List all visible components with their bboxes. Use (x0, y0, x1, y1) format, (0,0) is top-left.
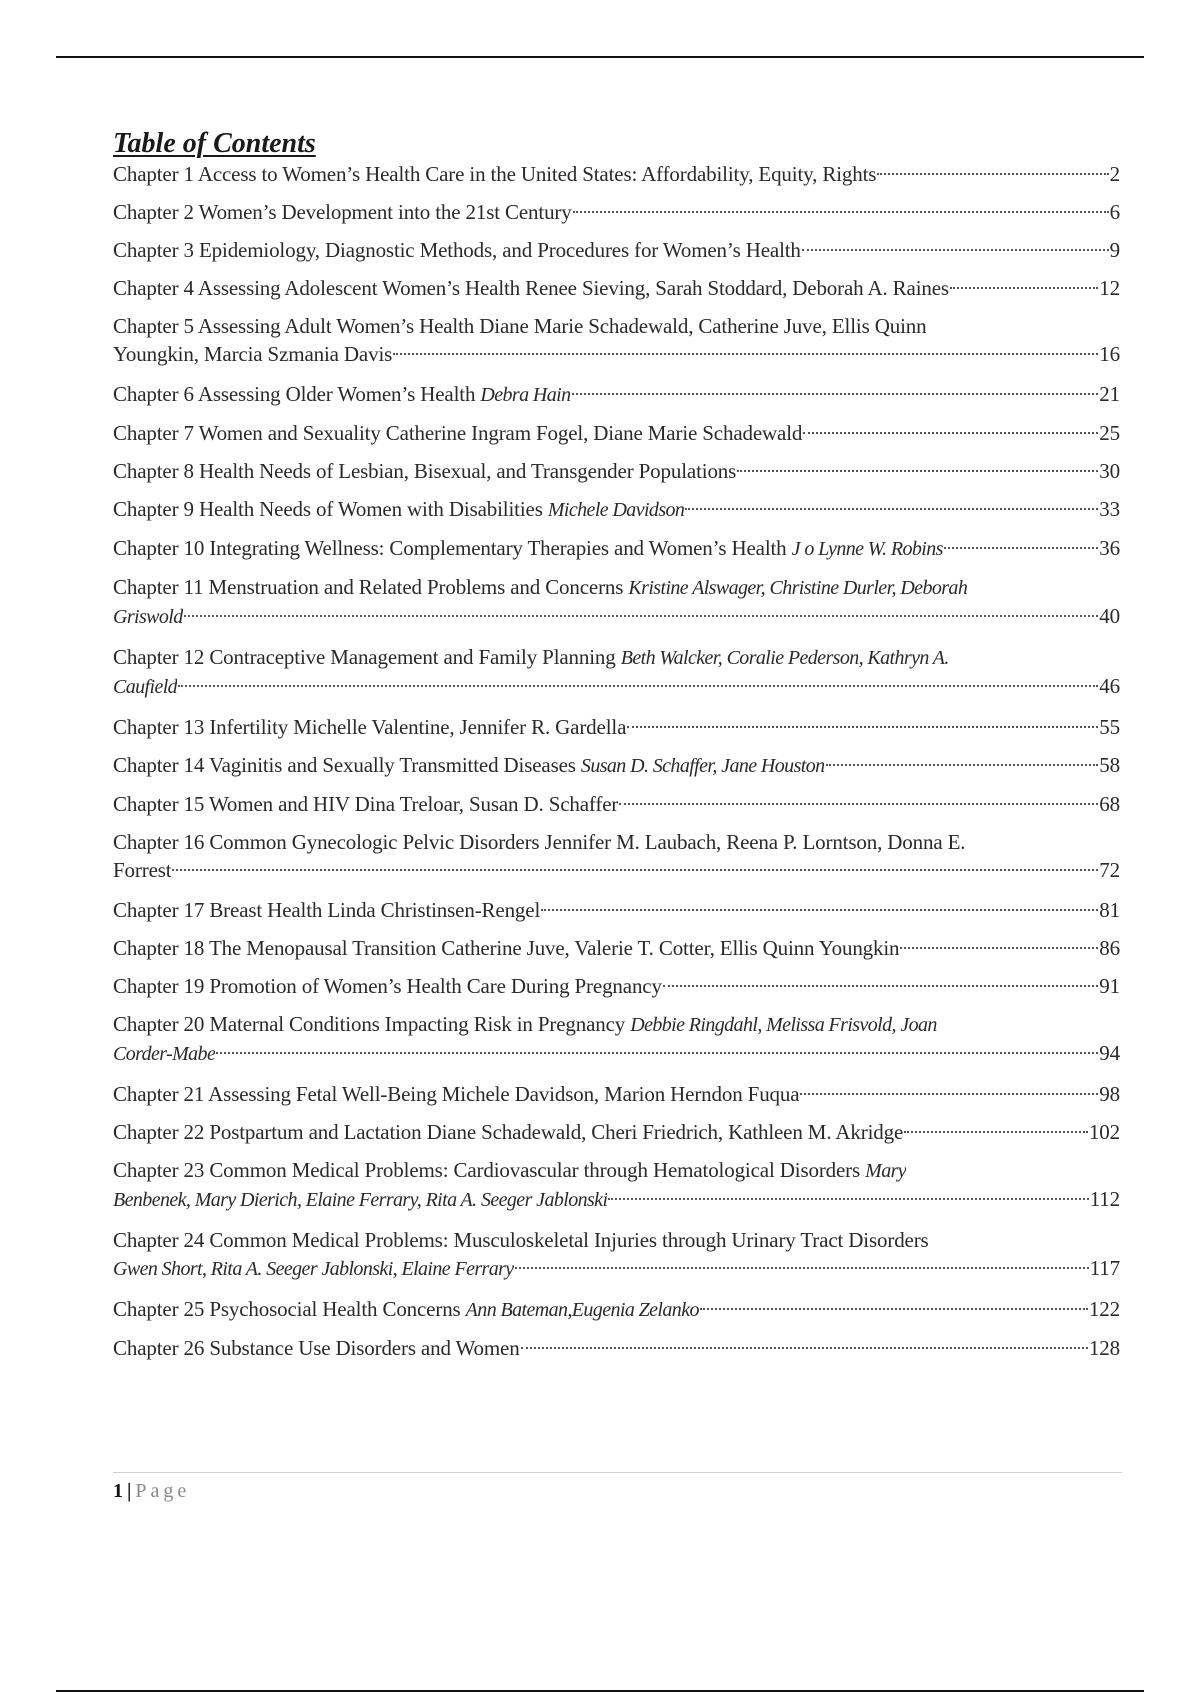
footer-page-number: 1 (113, 1480, 123, 1502)
entry-author: Michele Davidson (547, 499, 685, 521)
dot-leader (521, 1347, 1088, 1349)
entry-page-number: 86 (1099, 936, 1120, 960)
entry-page-number: 33 (1099, 497, 1120, 521)
entry-title (113, 1080, 799, 1108)
toc-entry[interactable] (113, 972, 1120, 1000)
entry-title-continued (113, 340, 392, 368)
entry-page-number: 98 (1099, 1082, 1120, 1106)
dot-leader (877, 173, 1108, 175)
entry-author: Griswold (113, 606, 183, 628)
entry-title (113, 573, 967, 602)
entry-title-text: Forrest (113, 858, 172, 882)
entry-author: Ann Bateman,Eugenia Zelanko (465, 1299, 699, 1321)
entry-title (113, 1156, 906, 1185)
entry-title (113, 457, 736, 485)
toc-entry[interactable] (113, 934, 1120, 962)
entry-title (113, 1118, 903, 1146)
entry-title-text: Chapter 19 Promotion of Women’s Health Care During Pregnancy (113, 974, 662, 998)
entry-page-number: 2 (1109, 162, 1120, 186)
toc-entry[interactable] (113, 1295, 1120, 1324)
entry-title (113, 160, 876, 188)
dot-leader (572, 393, 1099, 395)
dot-leader (826, 764, 1099, 766)
entry-title (113, 643, 949, 672)
entry-page-number: 9 (1109, 238, 1120, 262)
entry-title (113, 1226, 929, 1254)
entry-title-text: Chapter 15 Women and HIV Dina Treloar, Susan D. Schaffer (113, 792, 619, 816)
entry-title-continued (113, 1185, 607, 1214)
toc-entry[interactable] (113, 419, 1120, 447)
entry-title-text: Chapter 14 Vaginitis and Sexually Transmitted Diseases (113, 753, 581, 777)
toc-entry[interactable] (113, 198, 1120, 226)
entry-title (113, 1334, 520, 1362)
entry-title-text: Chapter 24 Common Medical Problems: Musculoskeletal Injuries through Urinary Tract Disorders (113, 1228, 929, 1252)
entry-author: Caufield (113, 676, 178, 698)
dot-leader (216, 1052, 1098, 1054)
entry-page-number: 58 (1099, 753, 1120, 777)
dot-leader (184, 615, 1099, 617)
dot-leader (737, 470, 1098, 472)
entry-title-text: Chapter 5 Assessing Adult Women’s Health Diane Marie Schadewald, Catherine Juve, Ellis Quinn (113, 314, 927, 338)
entry-title (113, 198, 572, 226)
entry-title-text: Chapter 3 Epidemiology, Diagnostic Methods, and Procedures for Women’s Health (113, 238, 801, 262)
toc-entry[interactable] (113, 380, 1120, 409)
entry-author: Gwen Short, Rita A. Seeger Jablonski, Elaine Ferrary (113, 1258, 514, 1280)
entry-title-text: Chapter 25 Psychosocial Health Concerns (113, 1297, 466, 1321)
entry-page-number: 46 (1099, 674, 1120, 698)
toc-entry[interactable] (113, 1118, 1120, 1146)
entry-page-number: 102 (1088, 1120, 1120, 1144)
dot-leader (608, 1198, 1088, 1200)
toc-entry[interactable] (113, 160, 1120, 188)
toc-entry[interactable] (113, 1156, 1120, 1214)
entry-title-text: Chapter 4 Assessing Adolescent Women’s Health Renee Sieving, Sarah Stoddard, Deborah A. Raines (113, 276, 949, 300)
entry-title-text: Youngkin, Marcia Szmania Davis (113, 342, 393, 366)
entry-page-number: 21 (1099, 382, 1120, 406)
entry-title-text: Chapter 20 Maternal Conditions Impacting Risk in Pregnancy (113, 1012, 631, 1036)
entry-author: Debbie Ringdahl, Melissa Frisvold, Joan (630, 1014, 937, 1036)
entry-page-number: 12 (1099, 276, 1120, 300)
entry-page-number: 40 (1099, 604, 1120, 628)
entry-page-number: 55 (1099, 715, 1120, 739)
entry-title (113, 236, 801, 264)
entry-title (113, 790, 618, 818)
entry-page-number: 117 (1089, 1256, 1120, 1280)
entry-title (113, 534, 943, 563)
entry-title (113, 419, 802, 447)
entry-author: J o Lynne W. Robins (791, 538, 943, 560)
entry-title (113, 274, 949, 302)
entry-author: Mary (865, 1160, 907, 1182)
dot-leader (904, 1131, 1088, 1133)
entry-title-text: Chapter 22 Postpartum and Lactation Diane Schadewald, Cheri Friedrich, Kathleen M. Akridge (113, 1120, 904, 1144)
entry-page-number: 112 (1089, 1187, 1120, 1211)
toc-entry[interactable] (113, 534, 1120, 563)
entry-author: Susan D. Schaffer, Jane Houston (580, 755, 825, 777)
entry-title-text: Chapter 8 Health Needs of Lesbian, Bisexual, and Transgender Populations (113, 459, 737, 483)
entry-page-number: 25 (1099, 421, 1120, 445)
entry-author: Debra Hain (480, 384, 571, 406)
entry-title (113, 312, 926, 340)
dot-leader (803, 432, 1098, 434)
top-rule (56, 56, 1144, 58)
toc-entry[interactable] (113, 790, 1120, 818)
toc-container (113, 128, 1120, 1372)
entry-title-continued (113, 602, 183, 631)
dot-leader (685, 508, 1098, 510)
toc-entry[interactable] (113, 896, 1120, 924)
footer-separator: | (127, 1480, 132, 1502)
toc-entry[interactable] (113, 1334, 1120, 1362)
entry-title-text: Chapter 16 Common Gynecologic Pelvic Disorders Jennifer M. Laubach, Reena P. Lorntson, Donna E. (113, 830, 966, 854)
entry-page-number: 94 (1099, 1041, 1120, 1065)
entry-page-number: 122 (1088, 1297, 1120, 1321)
toc-entry[interactable] (113, 457, 1120, 485)
entry-page-number: 68 (1099, 792, 1120, 816)
entry-title (113, 934, 899, 962)
dot-leader (802, 249, 1109, 251)
toc-title: Table of Contents (113, 128, 316, 159)
entry-page-number: 81 (1099, 898, 1120, 922)
entry-author: Benbenek, Mary Dierich, Elaine Ferrary, Rita A. Seeger Jablonski (113, 1189, 608, 1211)
toc-entries (113, 160, 1120, 1362)
footer-rule (113, 1472, 1122, 1473)
entry-title (113, 713, 626, 741)
entry-page-number: 6 (1109, 200, 1120, 224)
entry-title-text: Chapter 10 Integrating Wellness: Complementary Therapies and Women’s Health (113, 536, 792, 560)
dot-leader (393, 353, 1098, 355)
dot-leader (172, 869, 1098, 871)
dot-leader (950, 287, 1098, 289)
entry-title-text: Chapter 2 Women’s Development into the 21st Century (113, 200, 572, 224)
entry-author: Beth Walcker, Coralie Pederson, Kathryn A. (620, 647, 949, 669)
entry-title-continued (113, 856, 171, 884)
toc-entry[interactable] (113, 236, 1120, 264)
entry-title (113, 380, 571, 409)
entry-title-text: Chapter 17 Breast Health Linda Christinsen-Rengel (113, 898, 541, 922)
page-footer (113, 1478, 190, 1504)
footer-page-word: Page (135, 1480, 191, 1502)
dot-leader (619, 803, 1098, 805)
entry-title (113, 1295, 699, 1324)
toc-entry[interactable] (113, 1226, 1120, 1283)
entry-page-number: 36 (1099, 536, 1120, 560)
entry-title-text: Chapter 13 Infertility Michelle Valentine, Jennifer R. Gardella (113, 715, 627, 739)
entry-title-text: Chapter 7 Women and Sexuality Catherine Ingram Fogel, Diane Marie Schadewald (113, 421, 803, 445)
dot-leader (178, 685, 1098, 687)
entry-page-number: 72 (1099, 858, 1120, 882)
entry-title-text: Chapter 18 The Menopausal Transition Catherine Juve, Valerie T. Cotter, Ellis Quinn Youngkin (113, 936, 900, 960)
entry-title-text: Chapter 11 Menstruation and Related Problems and Concerns (113, 575, 629, 599)
entry-page-number: 30 (1099, 459, 1120, 483)
entry-title (113, 896, 540, 924)
entry-title-text: Chapter 21 Assessing Fetal Well-Being Michele Davidson, Marion Herndon Fuqua (113, 1082, 800, 1106)
toc-entry[interactable] (113, 1080, 1120, 1108)
toc-entry[interactable] (113, 713, 1120, 741)
entry-title-continued (113, 1039, 215, 1068)
dot-leader (900, 947, 1098, 949)
entry-title-continued (113, 672, 177, 701)
entry-page-number: 128 (1088, 1336, 1120, 1360)
entry-title (113, 495, 684, 524)
bottom-rule (56, 1690, 1144, 1692)
dot-leader (573, 211, 1109, 213)
entry-title-text: Chapter 6 Assessing Older Women’s Health (113, 382, 481, 406)
entry-title (113, 828, 965, 856)
toc-entry[interactable] (113, 828, 1120, 884)
toc-entry[interactable] (113, 573, 1120, 631)
toc-entry[interactable] (113, 495, 1120, 524)
entry-title-text: Chapter 1 Access to Women’s Health Care in the United States: Affordability, Equity, Rights (113, 162, 877, 186)
entry-title (113, 1010, 937, 1039)
dot-leader (800, 1093, 1098, 1095)
toc-entry[interactable] (113, 1010, 1120, 1068)
dot-leader (944, 547, 1099, 549)
entry-title-text: Chapter 23 Common Medical Problems: Cardiovascular through Hematological Disorders (113, 1158, 866, 1182)
toc-entry[interactable] (113, 274, 1120, 302)
entry-page-number: 91 (1099, 974, 1120, 998)
toc-entry[interactable] (113, 751, 1120, 780)
toc-entry[interactable] (113, 643, 1120, 701)
entry-title-text: Chapter 9 Health Needs of Women with Disabilities (113, 497, 548, 521)
dot-leader (627, 726, 1098, 728)
entry-title-continued (113, 1254, 514, 1283)
dot-leader (700, 1308, 1088, 1310)
entry-title-text: Chapter 26 Substance Use Disorders and Women (113, 1336, 520, 1360)
entry-title-text: Chapter 12 Contraceptive Management and Family Planning (113, 645, 621, 669)
entry-title (113, 751, 825, 780)
entry-author: Kristine Alswager, Christine Durler, Deborah (628, 577, 968, 599)
toc-entry[interactable] (113, 312, 1120, 368)
dot-leader (663, 985, 1098, 987)
entry-title (113, 972, 662, 1000)
dot-leader (515, 1267, 1089, 1269)
dot-leader (541, 909, 1098, 911)
entry-page-number: 16 (1099, 342, 1120, 366)
entry-author: Corder-Mabe (113, 1043, 216, 1065)
